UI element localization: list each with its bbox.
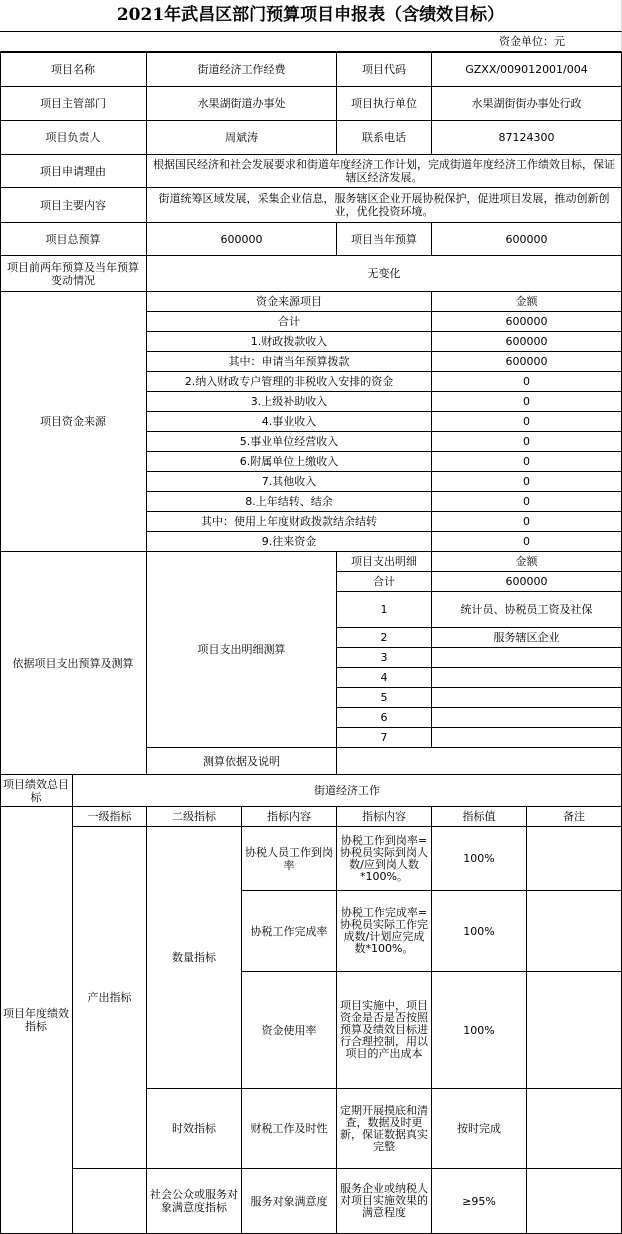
expense-header-amount: 金额 bbox=[432, 552, 622, 572]
perf-row-note bbox=[527, 972, 622, 1089]
funding-row-item: 4.事业收入 bbox=[147, 412, 432, 432]
funding-row-item: 其中：使用上年度财政拨款结余结转 bbox=[147, 512, 432, 532]
perf-row-value: 100% bbox=[432, 891, 527, 972]
perf-row-name: 协税人员工作到岗率 bbox=[242, 827, 337, 891]
expense-row-no: 7 bbox=[337, 728, 432, 748]
expense-row-amount: 服务辖区企业 bbox=[432, 628, 622, 648]
expense-row-amount bbox=[432, 708, 622, 728]
year-budget-value: 600000 bbox=[432, 223, 622, 256]
expense-row-amount: 600000 bbox=[432, 572, 622, 592]
unit-label: 资金单位：元 bbox=[0, 32, 622, 52]
perf-row-name: 财税工作及时性 bbox=[242, 1089, 337, 1169]
total-budget-label: 项目总预算 bbox=[0, 223, 147, 256]
funding-row-item: 8.上年结转、结余 bbox=[147, 492, 432, 512]
perf-row-desc: 定期开展摸底和清查，数据及时更新，保证数据真实完整 bbox=[337, 1089, 432, 1169]
funding-section-label: 项目资金来源 bbox=[0, 292, 147, 552]
funding-row-item: 2.纳入财政专户管理的非税收入安排的资金 bbox=[147, 372, 432, 392]
perf-row-note bbox=[527, 891, 622, 972]
expense-detail-label: 项目支出明细测算 bbox=[147, 552, 337, 748]
perf-row-value: ≥95% bbox=[432, 1169, 527, 1234]
satisfaction-indicator-label: 社会公众或服务对象满意度指标 bbox=[147, 1169, 242, 1234]
page-title: 2021年武昌区部门预算项目申报表（含绩效目标） bbox=[0, 0, 622, 32]
funding-row-item: 7.其他收入 bbox=[147, 472, 432, 492]
content-label: 项目主要内容 bbox=[0, 188, 147, 223]
perf-row-note bbox=[527, 827, 622, 891]
perf-header-level1: 一级指标 bbox=[73, 807, 147, 827]
perf-row-note bbox=[527, 1169, 622, 1234]
output-indicator-blank bbox=[73, 1169, 147, 1234]
perf-row-value: 按时完成 bbox=[432, 1089, 527, 1169]
funding-header-item: 资金来源项目 bbox=[147, 292, 432, 312]
perf-row-desc: 项目实施中，项目资金是否是否按照预算及绩效目标进行合理控制，用以项目的产出成本 bbox=[337, 972, 432, 1089]
perf-row-name: 协税工作完成率 bbox=[242, 891, 337, 972]
leader-label: 项目负责人 bbox=[0, 121, 147, 155]
perf-row-desc: 服务企业或纳税人对项目实施效果的满意程度 bbox=[337, 1169, 432, 1234]
perf-row-value: 100% bbox=[432, 972, 527, 1089]
content-value: 街道统筹区域发展，采集企业信息，服务辖区企业开展协税保护，促进项目发展，推动创新创业，优化投资环境。 bbox=[147, 188, 622, 223]
funding-row-item: 其中：申请当年预算拨款 bbox=[147, 352, 432, 372]
funding-row-amount: 0 bbox=[432, 532, 622, 552]
perf-header-content: 指标内容 bbox=[337, 807, 432, 827]
expense-row-amount bbox=[432, 728, 622, 748]
expense-row-amount: 统计员、协税员工资及社保 bbox=[432, 592, 622, 628]
exec-unit-value: 水果湖街街办事处行政 bbox=[432, 87, 622, 121]
funding-row-item: 1.财政拨款收入 bbox=[147, 332, 432, 352]
expense-header-detail: 项目支出明细 bbox=[337, 552, 432, 572]
project-code-label: 项目代码 bbox=[337, 52, 432, 87]
total-budget-value: 600000 bbox=[147, 223, 337, 256]
time-indicator-label: 时效指标 bbox=[147, 1089, 242, 1169]
project-code-value: GZXX/009012001/004 bbox=[432, 52, 622, 87]
project-name-label: 项目名称 bbox=[0, 52, 147, 87]
funding-row-amount: 0 bbox=[432, 392, 622, 412]
change-value: 无变化 bbox=[147, 256, 622, 292]
expense-row-no: 5 bbox=[337, 688, 432, 708]
funding-row-amount: 0 bbox=[432, 432, 622, 452]
goal-label: 项目绩效总目标 bbox=[0, 775, 73, 807]
expense-row-no: 6 bbox=[337, 708, 432, 728]
basis-value bbox=[337, 748, 622, 775]
funding-row-amount: 0 bbox=[432, 372, 622, 392]
expense-row-no: 1 bbox=[337, 592, 432, 628]
project-name-value: 街道经济工作经费 bbox=[147, 52, 337, 87]
funding-row-item: 9.往来资金 bbox=[147, 532, 432, 552]
expense-section-label: 依据项目支出预算及测算 bbox=[0, 552, 147, 775]
perf-header-content: 指标内容 bbox=[242, 807, 337, 827]
reason-value: 根据国民经济和社会发展要求和街道年度经济工作计划，完成街道年度经济工作绩效目标，保证辖区经济发展。 bbox=[147, 155, 622, 188]
dept-value: 水果湖街道办事处 bbox=[147, 87, 337, 121]
funding-row-amount: 0 bbox=[432, 492, 622, 512]
year-budget-label: 项目当年预算 bbox=[337, 223, 432, 256]
funding-header-amount: 金额 bbox=[432, 292, 622, 312]
funding-row-amount: 0 bbox=[432, 412, 622, 432]
perf-header-value: 指标值 bbox=[432, 807, 527, 827]
funding-row-amount: 600000 bbox=[432, 352, 622, 372]
perf-row-note bbox=[527, 1089, 622, 1169]
quantity-indicator-label: 数量指标 bbox=[147, 827, 242, 1089]
perf-row-desc: 协税工作到岗率=协税员实际到岗人数/应到岗人数*100%。 bbox=[337, 827, 432, 891]
perf-row-value: 100% bbox=[432, 827, 527, 891]
exec-unit-label: 项目执行单位 bbox=[337, 87, 432, 121]
perf-row-name: 资金使用率 bbox=[242, 972, 337, 1089]
funding-row-item: 5.事业单位经营收入 bbox=[147, 432, 432, 452]
perf-row-desc: 协税工作完成率=协税员实际工作完成数/计划应完成数*100%。 bbox=[337, 891, 432, 972]
expense-row-amount bbox=[432, 688, 622, 708]
perf-section-label: 项目年度绩效指标 bbox=[0, 807, 73, 1234]
expense-row-no: 2 bbox=[337, 628, 432, 648]
basis-label: 测算依据及说明 bbox=[147, 748, 337, 775]
perf-header-note: 备注 bbox=[527, 807, 622, 827]
funding-row-amount: 600000 bbox=[432, 312, 622, 332]
funding-row-amount: 0 bbox=[432, 512, 622, 532]
funding-row-amount: 0 bbox=[432, 472, 622, 492]
funding-row-amount: 600000 bbox=[432, 332, 622, 352]
expense-row-no: 3 bbox=[337, 648, 432, 668]
funding-row-item: 6.附属单位上缴收入 bbox=[147, 452, 432, 472]
funding-row-item: 合计 bbox=[147, 312, 432, 332]
funding-row-amount: 0 bbox=[432, 452, 622, 472]
leader-value: 周斌涛 bbox=[147, 121, 337, 155]
reason-label: 项目申请理由 bbox=[0, 155, 147, 188]
phone-label: 联系电话 bbox=[337, 121, 432, 155]
perf-header-level2: 二级指标 bbox=[147, 807, 242, 827]
phone-value: 87124300 bbox=[432, 121, 622, 155]
change-label: 项目前两年预算及当年预算变动情况 bbox=[0, 256, 147, 292]
perf-row-name: 服务对象满意度 bbox=[242, 1169, 337, 1234]
output-indicator-label: 产出指标 bbox=[73, 827, 147, 1169]
funding-row-item: 3.上级补助收入 bbox=[147, 392, 432, 412]
expense-row-no: 合计 bbox=[337, 572, 432, 592]
expense-row-amount bbox=[432, 668, 622, 688]
expense-row-amount bbox=[432, 648, 622, 668]
goal-value: 街道经济工作 bbox=[73, 775, 622, 807]
dept-label: 项目主管部门 bbox=[0, 87, 147, 121]
expense-row-no: 4 bbox=[337, 668, 432, 688]
